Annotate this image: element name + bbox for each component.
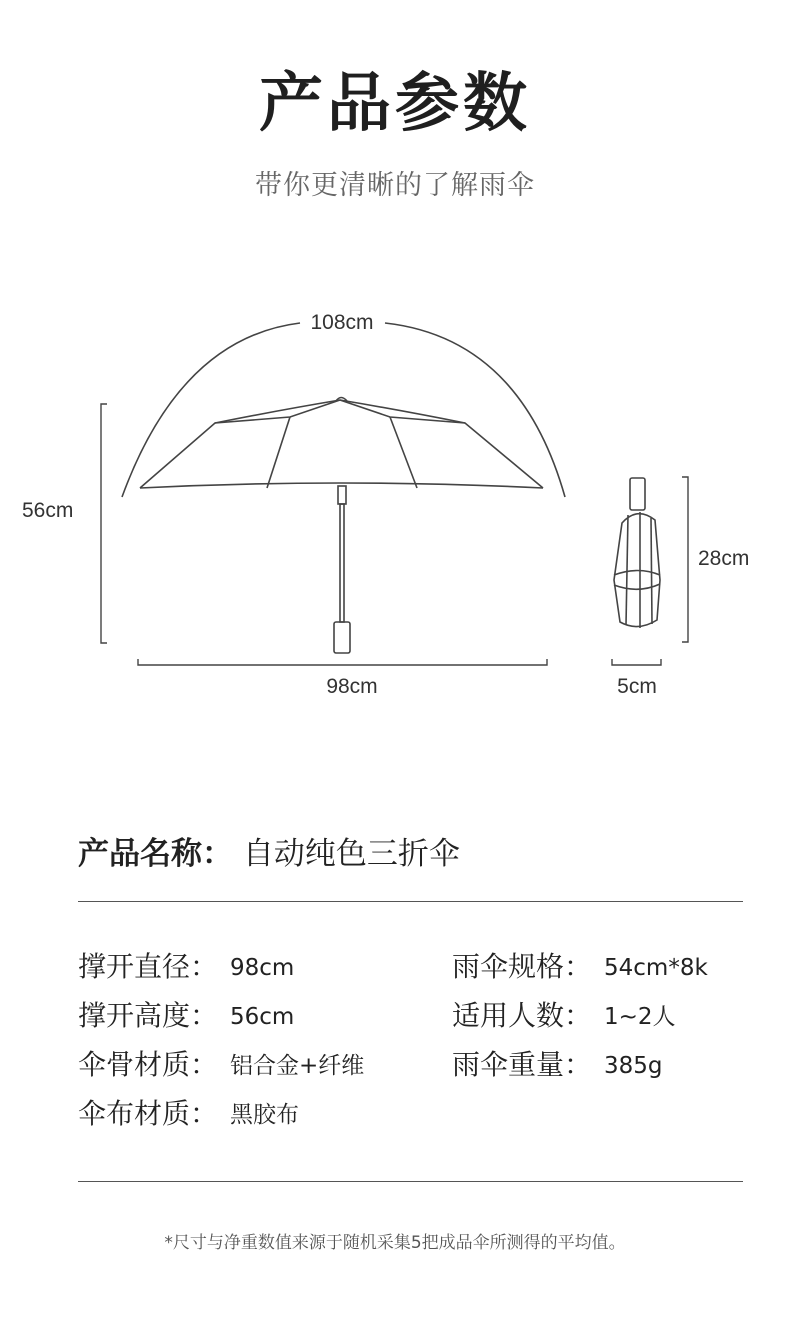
product-name-label: 产品名称： [78, 836, 233, 872]
spec-label: 撑开直径： [78, 950, 219, 983]
open-width-bracket [138, 659, 547, 665]
product-name-row [78, 828, 460, 873]
spec-value: 385g [604, 1053, 663, 1079]
spec-label: 雨伞重量： [452, 1048, 593, 1081]
product-name-value: 自动纯色三折伞 [242, 836, 460, 872]
spec-open-height [78, 994, 294, 1034]
spec-open-diameter [78, 945, 294, 985]
folded-width-label: 5cm [617, 675, 657, 698]
open-umbrella-icon [140, 398, 543, 654]
page-subtitle: 带你更清晰的了解雨伞 [255, 170, 535, 201]
spec-label: 适用人数： [452, 999, 593, 1032]
spec-value: 1~2人 [604, 1004, 676, 1030]
open-height-bracket [101, 404, 107, 643]
folded-height-bracket [682, 477, 688, 642]
spec-capacity [452, 994, 676, 1034]
spec-label: 伞骨材质： [78, 1048, 219, 1081]
spec-value: 铝合金+纤维 [230, 1053, 365, 1079]
folded-umbrella-icon [614, 478, 660, 628]
arc-label: 108cm [310, 311, 374, 334]
arc-measure-line-right [385, 323, 565, 497]
divider-bottom [78, 1181, 743, 1182]
spec-fabric-material [78, 1092, 299, 1132]
umbrella-dimension-diagram [0, 290, 790, 720]
spec-value: 56cm [230, 1004, 295, 1030]
footnote: *尺寸与净重数值来源于随机采集5把成品伞所测得的平均值。 [164, 1233, 626, 1253]
spec-value: 黑胶布 [230, 1102, 300, 1128]
page-title: 产品参数 [259, 67, 531, 141]
spec-label: 雨伞规格： [452, 950, 593, 983]
divider-top [78, 901, 743, 902]
spec-frame-material [78, 1043, 364, 1083]
open-width-label: 98cm [326, 675, 378, 698]
spec-value: 98cm [230, 955, 295, 981]
spec-value: 54cm*8k [604, 955, 708, 981]
folded-height-label: 28cm [698, 547, 750, 570]
spec-label: 撑开高度： [78, 999, 219, 1032]
folded-width-bracket [612, 659, 661, 665]
spec-label: 伞布材质： [78, 1097, 219, 1130]
spec-weight [452, 1043, 663, 1083]
spec-umbrella-size [452, 945, 708, 985]
open-height-label: 56cm [22, 499, 74, 522]
